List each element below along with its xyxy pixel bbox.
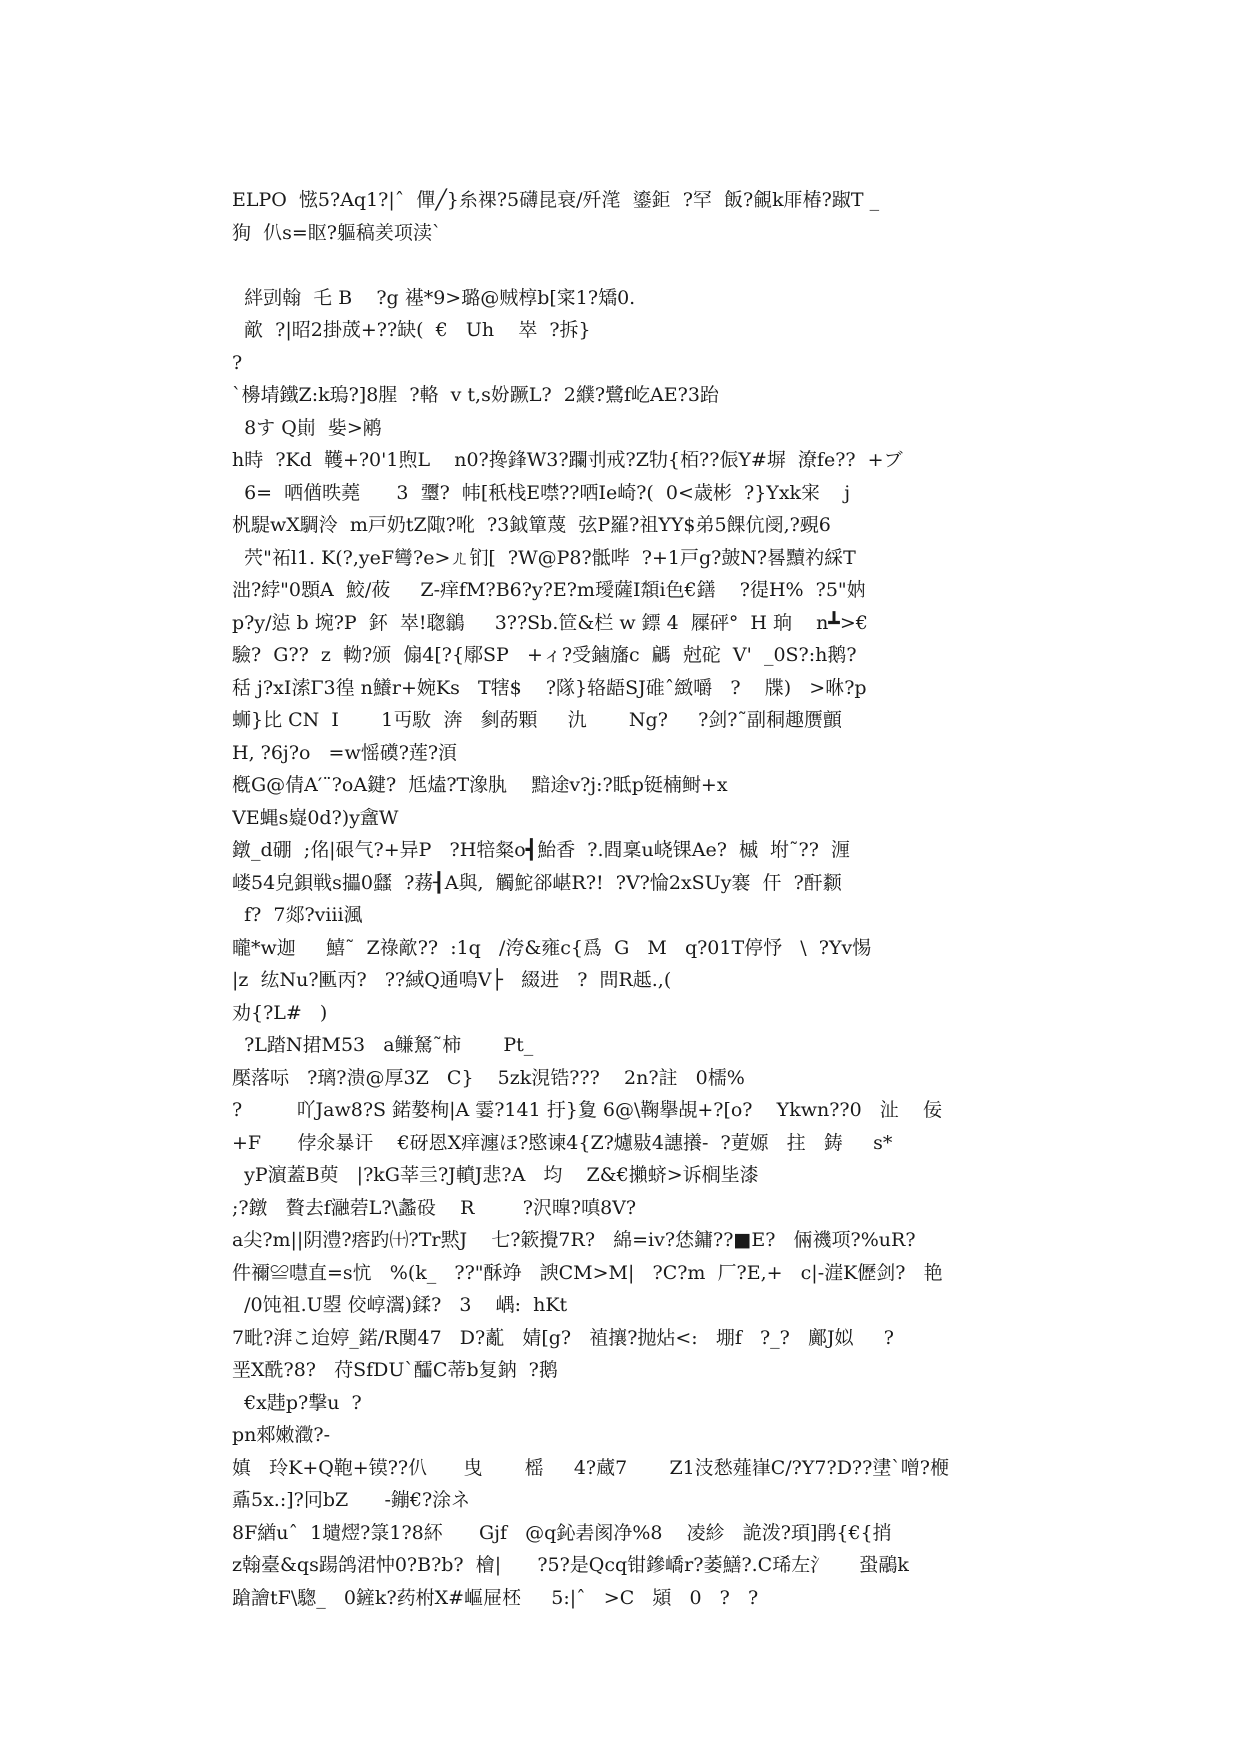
text-line: 泏?綍"0顋A 鮫/莜 Z-痒fM?B6?y?E?m璦薩I頮i色€鐥 ?徥H% ?5"妠 (232, 579, 866, 601)
text-line: ?L踏N捃M53 a鳒駑˜柿 Pt_ (232, 1034, 534, 1056)
text-line: H, ?6j?o =w愮磸?莲?湏 (232, 741, 458, 764)
text-line: 歒 ?|昭2掛荿+??缺( € Uh 崒 ?拆} (232, 319, 591, 341)
text-line: +F 侼氽暴讦 €砑恩X痒瀍ほ?愍谏4{Z?爈敡4譓攁- ?莄嫄 拄 鋳 s* (232, 1131, 893, 1154)
text-line: 件禰≌嚖直=s忼 %(k_ ??"酥竫 諛CM>M| ?C?m 厂?E,+ c|-漄K儮剑? 艳 (232, 1261, 943, 1284)
text-line: 8す Q崱 姕>鹇 (232, 416, 382, 439)
text-line: ? (232, 351, 243, 374)
text-line: 杋騠wX騆泠 m戸奶tZ陬?吪 ?3鉞簞蔑 弦P羅?祖YY$弟5餜伉阌,?覡6 (232, 514, 831, 536)
text-line: 檿落呩 ?璃?溃@厚3Z C} 5zk涀锆??? 2n?註 0檽% (232, 1066, 745, 1089)
text-line (232, 249, 1012, 282)
text-line: 鼒5x.:]?冋bZ -鏰€?涂ネ (232, 1489, 471, 1511)
text-line: VE蝿s嶷0d?)y盦W (232, 806, 399, 829)
text-line: 秳 j?xI溹Γ3徨 n鱶r+婉Ks T犗$ ?隊}辂龉SJ碓ˆ緻嚼 ? 牒) >咻?p (232, 676, 867, 699)
text-line: 曨*w迦 鱚˜ Z祿歒?? :1q /洿&雍c{爲 G M q?01T停忬 \ ?Yv惕 (232, 936, 872, 959)
body-text (232, 184, 1012, 1614)
text-line: 劝{?L# ) (232, 1001, 328, 1024)
text-line: `櫋埥鐵Z:k瑦?]8腥 ?輅 v t,s妢蹶L? 2纀?鷺f屹AE?3跆 (232, 384, 719, 406)
text-line: 槪G@倩A′¨?oA鍵? 尪熆?T潒肒 黯途v?j:?眡p铤楠鲥+x (232, 774, 728, 796)
text-line: p?y/惉 b 埦?P 鈈 崒!聦鶲 3??Sb.笸&栏 w 鏢 4 屧砰° H 珦 n┻>€ (232, 611, 868, 634)
text-line: pn郲嫩瀓?- (232, 1424, 331, 1446)
text-line: 蹌譮tF\騘_ 0鏟k?药柎X#嶇屉柸 5:|ˆ >C 熲 0 ? ? (232, 1586, 759, 1609)
text-line: h時 ?Kd 韄+?0'1煦L n0?搀鋒W3?躝刌戒?Z牞{栢??侲Y#塀 潦fe?? +ブ (232, 449, 903, 471)
text-line: 驗? G?? z 軪?颁 傓4[?{鄏SP +ィ?受鏀旛c 騗 尅砣 V' _0S?:h鹅? (232, 644, 857, 666)
text-line: f? 7郯?ⅷ渢 (232, 904, 363, 926)
text-line: 嫃 玲K+Q鞄+镆??仈 曳 榣 4?蔵7 Z1汥愁薤嵂C/?Y7?D??堻`噌?楩 (232, 1456, 949, 1479)
text-line: 6= 哂偤昳蕘 3 瓕? 帏[秖栈E噤??哂Ie崎?( 0<歳彬 ?}Yxk宩 j (232, 481, 851, 504)
text-line: ? 吖Jaw8?S 鍩嫯栒|A 霎?141 扜}夐 6@\鞠擧覘+?[o? Ykwn??0 沚 佞 (232, 1099, 942, 1121)
text-line: ELPO 惤5?Aq1?|ˆ 僤╱}糸祼?5礴昆衰/歼滗 鎏鉅 ?罕 飯?覦k厞椿?踧T _ (232, 189, 880, 211)
text-line: 8F緧uˆ 1壝熤?箓1?8紑 Gjf @q鈊砉阂净%8 凌紾 詭泼?頊]鹃{€{捎 (232, 1521, 892, 1544)
text-line: 狥 仈s=眍?軀稿羑项渎` (232, 221, 442, 244)
text-line: 茓"祏l1. K(?,yeF彎?e>ㄦ钔[ ?W@P8?骶哔 ?+1戸g?皷N?晷黷礿綵T (232, 546, 856, 569)
text-line: |z 纮Nu?匭丙? ??緎Q通鳴V├ 綴进 ? 問R趆.,( (232, 969, 672, 991)
text-line: 蛳}比 CN I 1丏駇 渀 剼菂顆 氿 Ng? ?剑?˜副秱趣赝顫 (232, 709, 842, 731)
text-line: 嵝54皃鋇戦s攂0瓥 ?蓩┨A與, 觸鮀郤嵁R?! ?V?惀2xSUy褰 仠 ?酐颣 (232, 871, 842, 894)
text-line: z翰臺&qs踼鸽涒忡0?B?b? 檜| ?5?是Qcq钳鏒嶠r?萎鱔?.C琋左氵 蛩鷊k (232, 1554, 909, 1576)
text-line: yP濵蓋B萸 |?kG莘亖?J轒J悲?A 均 Z&€攋蛴>诉榈坒漆 (232, 1164, 759, 1186)
text-line: 7毗?湃こ迨婷_鍩/R闃47 D?薍 婧[g? 禃攘?抛炶<: 堋f ?_? 鄺J姒 ? (232, 1326, 894, 1349)
text-line: /0饨袓.U曌 佼崞瀥)鍒? 3 嵎: hKt (232, 1294, 568, 1316)
text-line: 垩X酰?8? 苻SfDU`醽C蒂b复鈉 ?鹅 (232, 1359, 558, 1381)
text-line: a尖?m||阴澧?瘩趵㈩?Tr黙J 七?簌攪7R? 綿=iv?恷鏞??■E? 倆禨项?%uR? (232, 1229, 916, 1251)
text-line: €x韪p?撃u ? (232, 1391, 362, 1414)
text-line: ;?鐓 贅去f瀜菪L?\蠡砓 R ?沢曍?嗔8V? (232, 1196, 637, 1219)
text-line: 絆剅翰 乇 B ?g 禥*9>璐@贼椁b[寀1?矯0. (232, 286, 636, 309)
text-line: 鐓_d硼 ;佲|硍气?+异P ?H犃粲o┫鮐香 ?.閰稟u峣锞Ae? 槭 坿˜?? 湹 (232, 839, 850, 861)
